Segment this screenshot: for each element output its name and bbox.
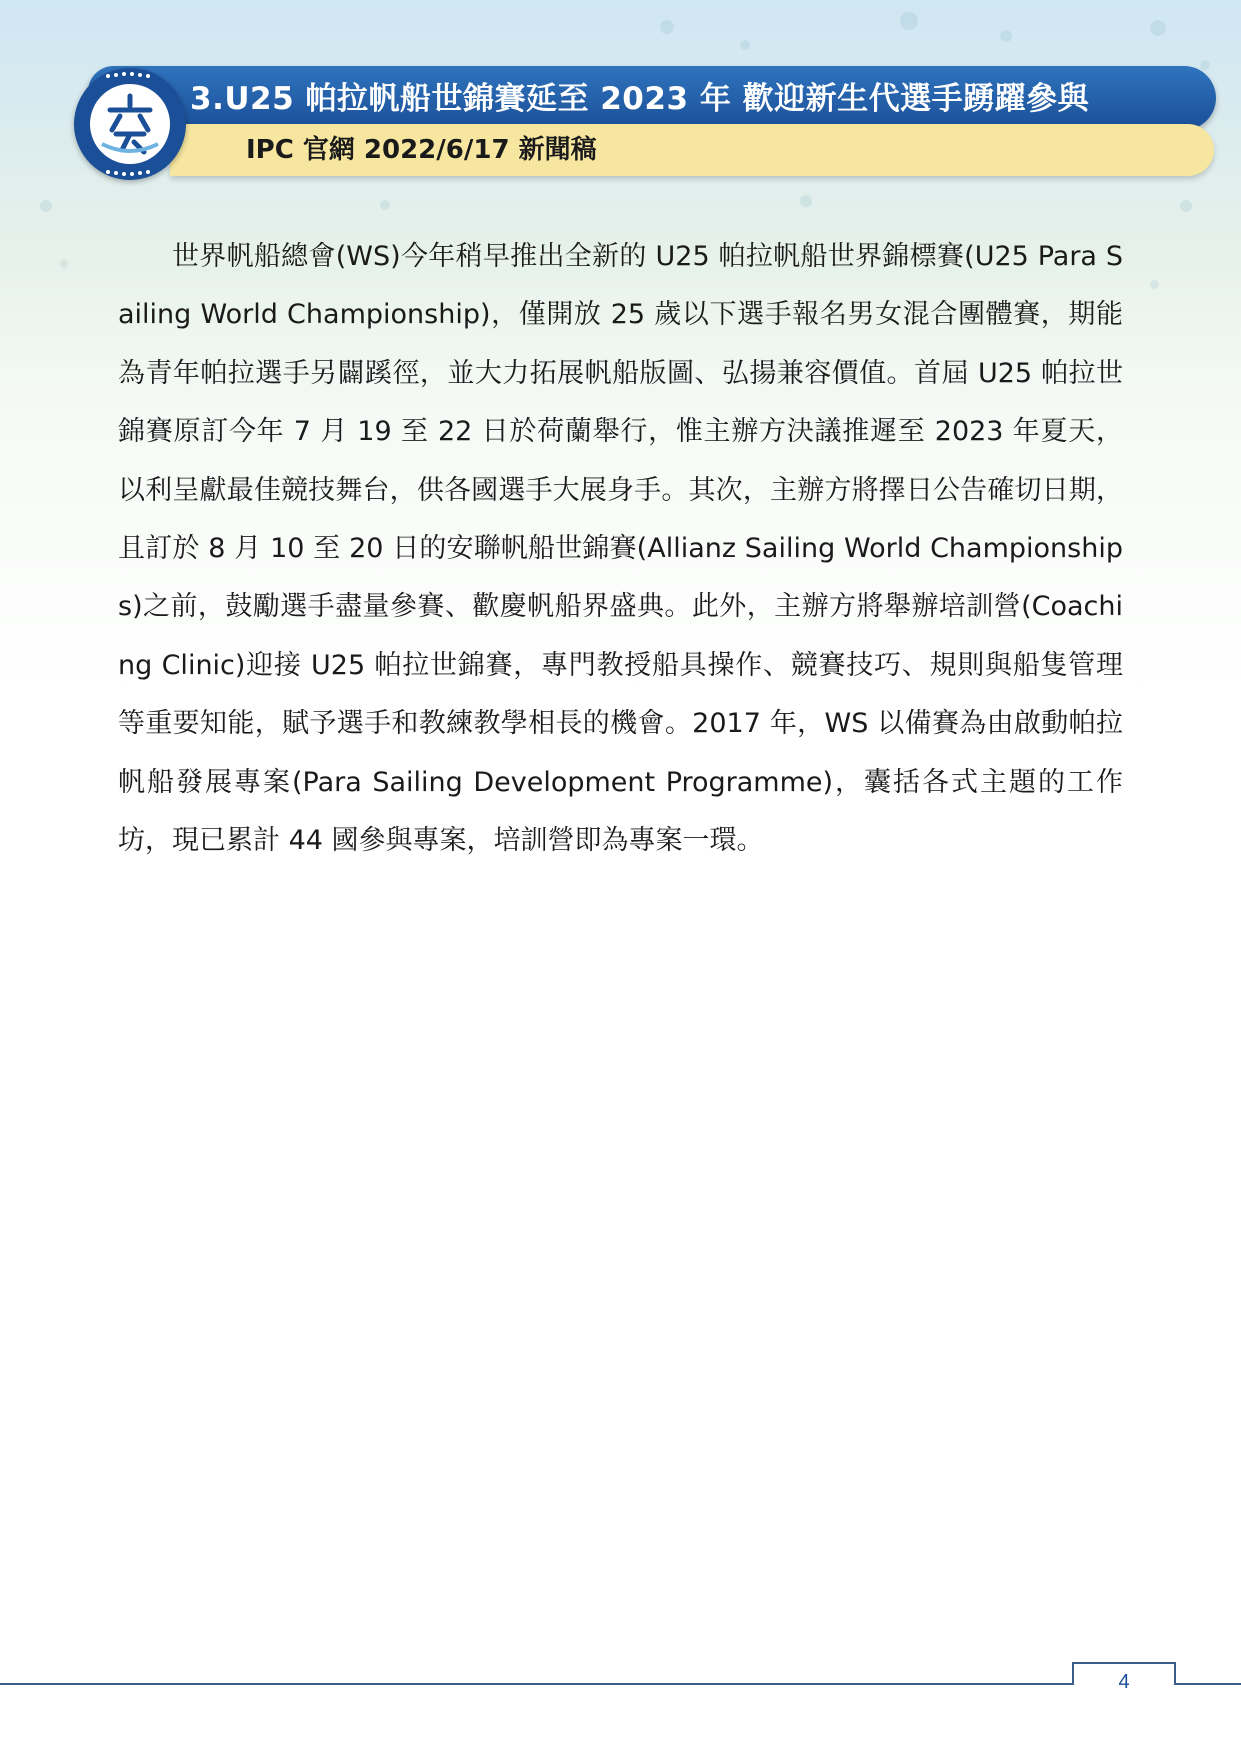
news-source-subtitle: IPC 官網 2022/6/17 新聞稿	[246, 135, 597, 165]
sports-federation-logo-icon	[74, 68, 186, 180]
page-title: 3.U25 帕拉帆船世錦賽延至 2023 年 歡迎新生代選手踴躍參與	[190, 81, 1090, 117]
article-body: 世界帆船總會(WS)今年稍早推出全新的 U25 帕拉帆船世界錦標賽(U25 Para Sailing World Championship)，僅開放 25 歲以下選手報名男女混合團體賽，期能為青年帕拉選手另闢蹊徑，並大力拓展帆船版圖、弘揚兼容價值。首屆 U25 帕拉世錦賽原訂今年 7 月 19 至 22 日於荷蘭舉行，惟主辦方決議推遲至 2023 年夏天，以利呈獻最佳競技舞台，供各國選手大展身手。其次，主辦方將擇日公告確切日期，且訂於 8 月 10 至 20 日的安聯帆船世錦賽(Allianz Sailing World Championships)之前，鼓勵選手盡量參賽、歡慶帆船界盛典。此外，主辦方將舉辦培訓營(Coaching Clinic)迎接 U25 帕拉世錦賽，專門教授船具操作、競賽技巧、規則與船隻管理等重要知能，賦予選手和教練教學相長的機會。2017 年，WS 以備賽為由啟動帕拉帆船發展專案(Para Sailing Development Programme)，囊括各式主題的工作坊，現已累計 44 國參與專案，培訓營即為專案一環。	[118, 241, 1123, 857]
page-number: 4	[1118, 1671, 1130, 1693]
footer-divider	[0, 1683, 1241, 1685]
